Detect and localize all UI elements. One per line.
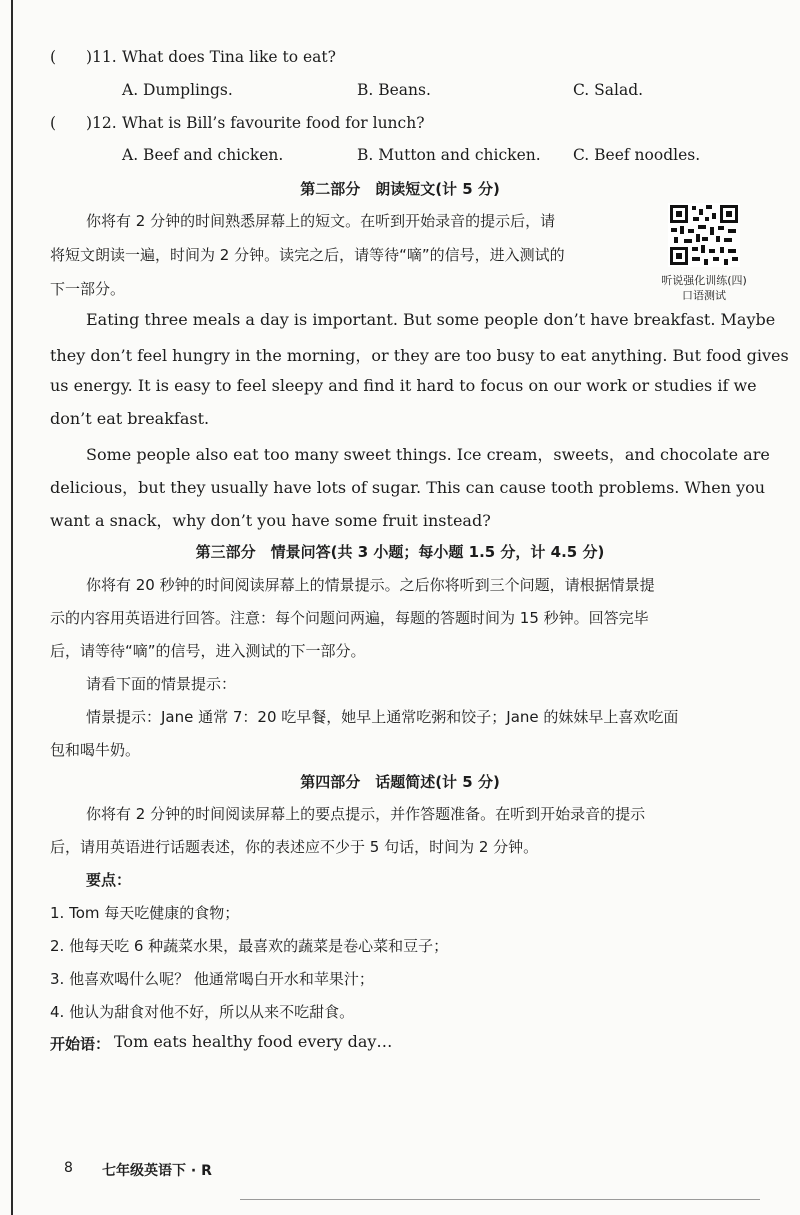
- part3-instruction-line: 你将有 20 秒钟的时间阅读屏幕上的情景提示。之后你将听到三个问题，请根据情景提: [86, 576, 655, 594]
- part4-point: 3. 他喜欢喝什么呢？ 他通常喝白开水和苹果汁；: [50, 970, 374, 988]
- part4-heading: 第四部分 话题简述(计 5 分): [300, 773, 500, 791]
- q12-option-a: A. Beef and chicken.: [122, 146, 284, 164]
- passage-line: delicious，but they usually have lots of sugar. This can cause tooth problems. When you: [50, 478, 766, 497]
- part2-instruction-line: 将短文朗读一遍，时间为 2 分钟。读完之后，请等待“嘀”的信号，进入测试的: [50, 246, 565, 264]
- q12-paren-open: (: [50, 114, 57, 132]
- q11-paren-open: (: [50, 48, 57, 66]
- passage-line: Eating three meals a day is important. But some people don’t have breakfast. Maybe: [86, 310, 776, 329]
- part4-points-label: 要点：: [86, 871, 132, 889]
- qr-caption-subtitle: 口语测试: [682, 289, 726, 302]
- part4-point: 2. 他每天吃 6 种蔬菜水果，最喜欢的蔬菜是卷心菜和豆子；: [50, 937, 449, 955]
- part3-instruction-line: 后，请等待“嘀”的信号，进入测试的下一部分。: [50, 642, 366, 660]
- passage-line: want a snack，why don’t you have some fruit instead?: [50, 511, 491, 530]
- q11-option-b: B. Beans.: [357, 81, 431, 99]
- page-number: 8: [64, 1160, 73, 1176]
- part3-prompt-line: 包和喝牛奶。: [50, 741, 141, 759]
- part4-point: 4. 他认为甜食对他不好，所以从来不吃甜食。: [50, 1003, 355, 1021]
- footer-divider: [240, 1199, 760, 1200]
- part4-opener-label: 开始语：: [50, 1035, 111, 1053]
- part3-instruction-line: 示的内容用英语进行回答。注意：每个问题问两遍，每题的答题时间为 15 秒钟。回答完毕: [50, 609, 649, 627]
- part2-heading: 第二部分 朗读短文(计 5 分): [300, 180, 500, 198]
- part4-point: 1. Tom 每天吃健康的食物；: [50, 904, 240, 922]
- q11-option-a: A. Dumplings.: [122, 81, 233, 99]
- part4-opener-text: Tom eats healthy food every day…: [114, 1032, 393, 1051]
- part2-instruction-line: 你将有 2 分钟的时间熟悉屏幕上的短文。在听到开始录音的提示后，请: [86, 212, 556, 230]
- q11-paren-close: ): [86, 48, 93, 66]
- part3-heading: 第三部分 情景问答(共 3 小题；每小题 1.5 分，计 4.5 分): [195, 543, 605, 561]
- q12-option-b: B. Mutton and chicken.: [357, 146, 541, 164]
- qr-caption-title: 听说强化训练(四): [661, 274, 747, 287]
- q11-option-c: C. Salad.: [573, 81, 644, 99]
- book-title: 七年级英语下 · R: [102, 1163, 212, 1179]
- q11-question: What does Tina like to eat?: [122, 48, 336, 66]
- part2-instruction-line: 下一部分。: [50, 280, 126, 298]
- q12-paren-close: ): [86, 114, 93, 132]
- q11-number: 11.: [92, 48, 117, 66]
- passage-line: they don’t feel hungry in the morning，or they are too busy to eat anything. But food gives: [50, 346, 789, 365]
- part3-prompt-intro: 请看下面的情景提示：: [86, 675, 237, 693]
- part3-prompt-line: 情景提示：Jane 通常 7：20 吃早餐，她早上通常吃粥和饺子；Jane 的妹妹早上喜欢吃面: [86, 708, 679, 726]
- part4-instruction-line: 后，请用英语进行话题表述，你的表述应不少于 5 句话，时间为 2 分钟。: [50, 838, 539, 856]
- q12-number: 12.: [92, 114, 117, 132]
- passage-line: don’t eat breakfast.: [50, 409, 210, 428]
- qr-code-icon[interactable]: [668, 203, 740, 267]
- q12-question: What is Bill’s favourite food for lunch?: [122, 114, 425, 132]
- q12-option-c: C. Beef noodles.: [573, 146, 701, 164]
- passage-line: us energy. It is easy to feel sleepy and find it hard to focus on our work or studies if we: [50, 376, 757, 395]
- passage-line: Some people also eat too many sweet things. Ice cream，sweets，and chocolate are: [86, 445, 770, 464]
- part4-instruction-line: 你将有 2 分钟的时间阅读屏幕上的要点提示，并作答题准备。在听到开始录音的提示: [86, 805, 646, 823]
